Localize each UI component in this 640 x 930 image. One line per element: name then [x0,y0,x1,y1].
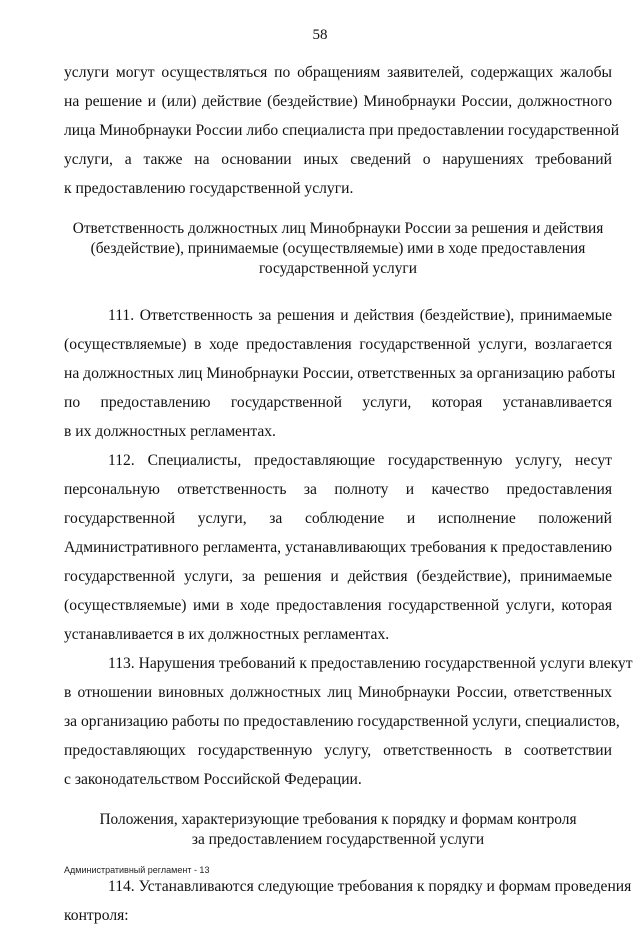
heading-line: за предоставлением государственной услуги [191,831,485,848]
paragraph-111 [64,301,616,446]
intro-line: услуги могут осуществляться по обращениям заявителей, содержащих жалобы [64,64,612,81]
paragraph-line: 111. Ответственность за решения и действия (бездействие), принимаемые [108,307,612,324]
paragraph-114 [64,872,632,930]
paragraph-line: персональную ответственность за полноту и качество предоставления [64,481,612,498]
page-content [64,58,633,930]
paragraph-line: по предоставлению государственной услуги, которая устанавливается [64,394,612,411]
paragraph-line: 113. Нарушения требований к предоставлению государственной услуги влекут [108,655,633,672]
paragraph-line: государственной услуги, за соблюдение и исполнение положений [64,510,612,527]
paragraph-line: 114. Устанавливаются следующие требования к порядку и формам проведения [108,878,632,895]
paragraph-line: контроля: [64,907,129,924]
section-heading-control [64,810,612,850]
intro-paragraph [64,58,620,203]
heading-line: (бездействие), принимаемые (осуществляемые) ими в ходе предоставления [90,240,586,257]
paragraph-line: 112. Специалисты, предоставляющие государственную услугу, несут [108,452,612,469]
paragraph-line: (осуществляемые) ими в ходе предоставления государственной услуги, которая [64,597,612,614]
heading-line: Ответственность должностных лиц Минобрнауки России за решения и действия [72,220,604,237]
section-heading-responsibility [64,219,612,279]
paragraph-line: (осуществляемые) в ходе предоставления государственной услуги, возлагается [64,336,612,353]
paragraph-line: государственной услуги, за решения и действия (бездействие), принимаемые [64,568,612,585]
paragraph-line: в отношении виновных должностных лиц Минобрнауки России, ответственных [64,684,612,701]
intro-line: на решение и (или) действие (бездействие) Минобрнауки России, должностного [64,93,612,110]
paragraph-line: устанавливается в их должностных регламентах. [64,626,390,643]
paragraph-112 [64,446,612,649]
heading-line: Положения, характеризующие требования к порядку и формам контроля [99,811,577,828]
intro-line: лица Минобрнауки России либо специалиста при предоставлении государственной [64,122,620,139]
paragraph-line: в их должностных регламентах. [64,423,276,440]
intro-line: к предоставлению государственной услуги. [64,180,354,197]
footer-note: Административный регламент - 13 [64,865,210,875]
heading-line: государственной услуги [259,260,417,277]
paragraph-113 [64,649,633,794]
paragraph-line: Административного регламента, устанавливающих требования к предоставлению [64,539,612,556]
paragraph-line: предоставляющих государственную услугу, ответственность в соответствии [64,742,612,759]
paragraph-line: за организацию работы по предоставлению государственной услуги, специалистов, [64,713,620,730]
paragraph-line: с законодательством Российской Федерации. [64,771,362,788]
paragraph-line: на должностных лиц Минобрнауки России, ответственных за организацию работы [64,365,616,382]
page-number: 58 [312,27,328,43]
intro-line: услуги, а также на основании иных сведений о нарушениях требований [64,151,612,168]
